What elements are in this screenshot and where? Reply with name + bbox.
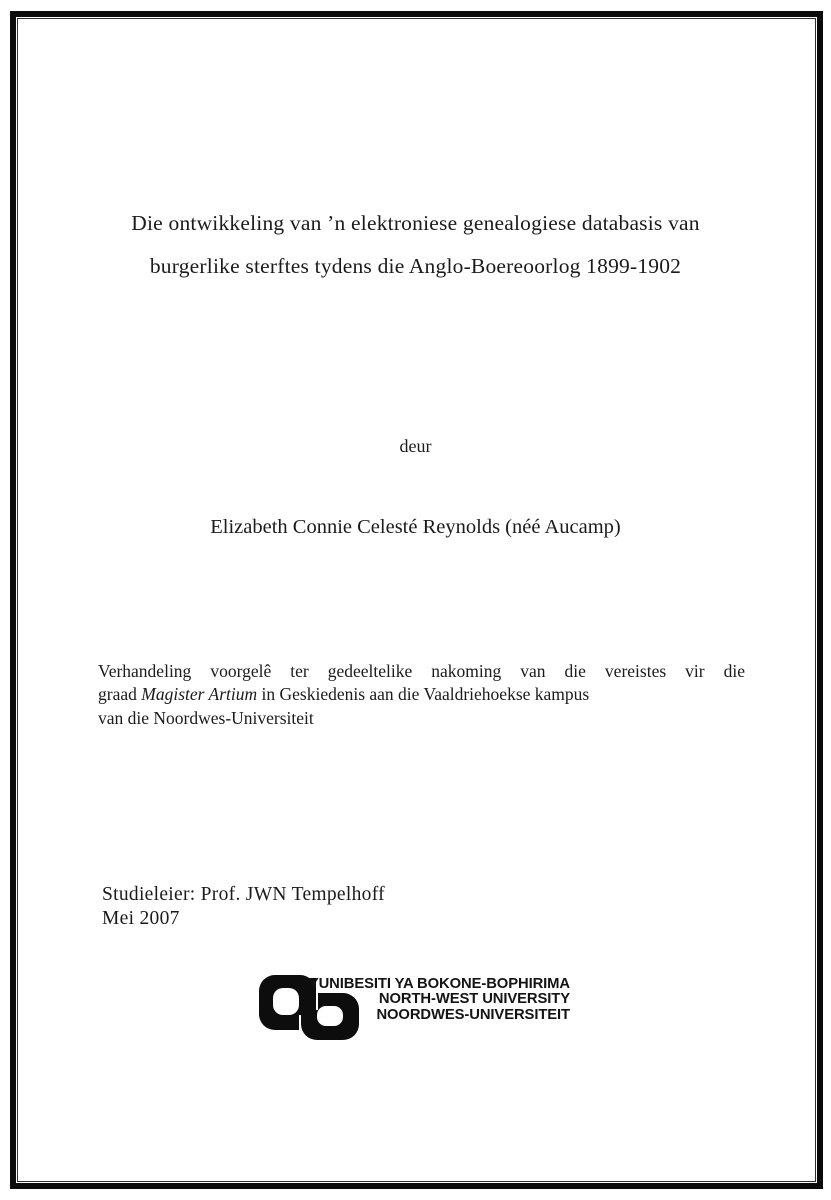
date-line: Mei 2007 <box>102 908 180 930</box>
submission-line-2-prefix: graad <box>98 684 142 705</box>
university-logo-text <box>309 977 570 1023</box>
thesis-title <box>0 202 831 288</box>
logo-text-line-2: NORTH-WEST UNIVERSITY <box>378 991 570 1008</box>
university-logo <box>257 975 570 1042</box>
advisor-block <box>102 883 385 931</box>
byline-label: deur <box>399 436 432 456</box>
logo-text-line-3: NOORDWES-UNIVERSITEIT <box>376 1006 570 1023</box>
submission-line-1: Verhandeling voorgelê ter gedeeltelike nakoming van die vereistes vir die <box>98 661 745 681</box>
title-line-2: burgerlike sterftes tydens die Anglo-Boereoorlog 1899-1902 <box>149 254 682 278</box>
advisor-line: Studieleier: Prof. JWN Tempelhoff <box>102 884 385 905</box>
submission-line-2 <box>98 683 745 706</box>
submission-line-2-suffix: in Geskiedenis aan die Vaaldriehoekse kampus <box>257 684 590 705</box>
submission-statement <box>98 660 745 730</box>
submission-line-3: van die Noordwes-Universiteit <box>98 707 314 728</box>
title-line-1: Die ontwikkeling van ’n elektroniese genealogiese databasis van <box>131 211 700 235</box>
author-name: Elizabeth Connie Celesté Reynolds (néé Aucamp) <box>210 516 621 538</box>
degree-name-italic: Magister Artium <box>141 684 258 705</box>
logo-text-line-1: YUNIBESITI YA BOKONE-BOPHIRIMA <box>308 976 570 992</box>
